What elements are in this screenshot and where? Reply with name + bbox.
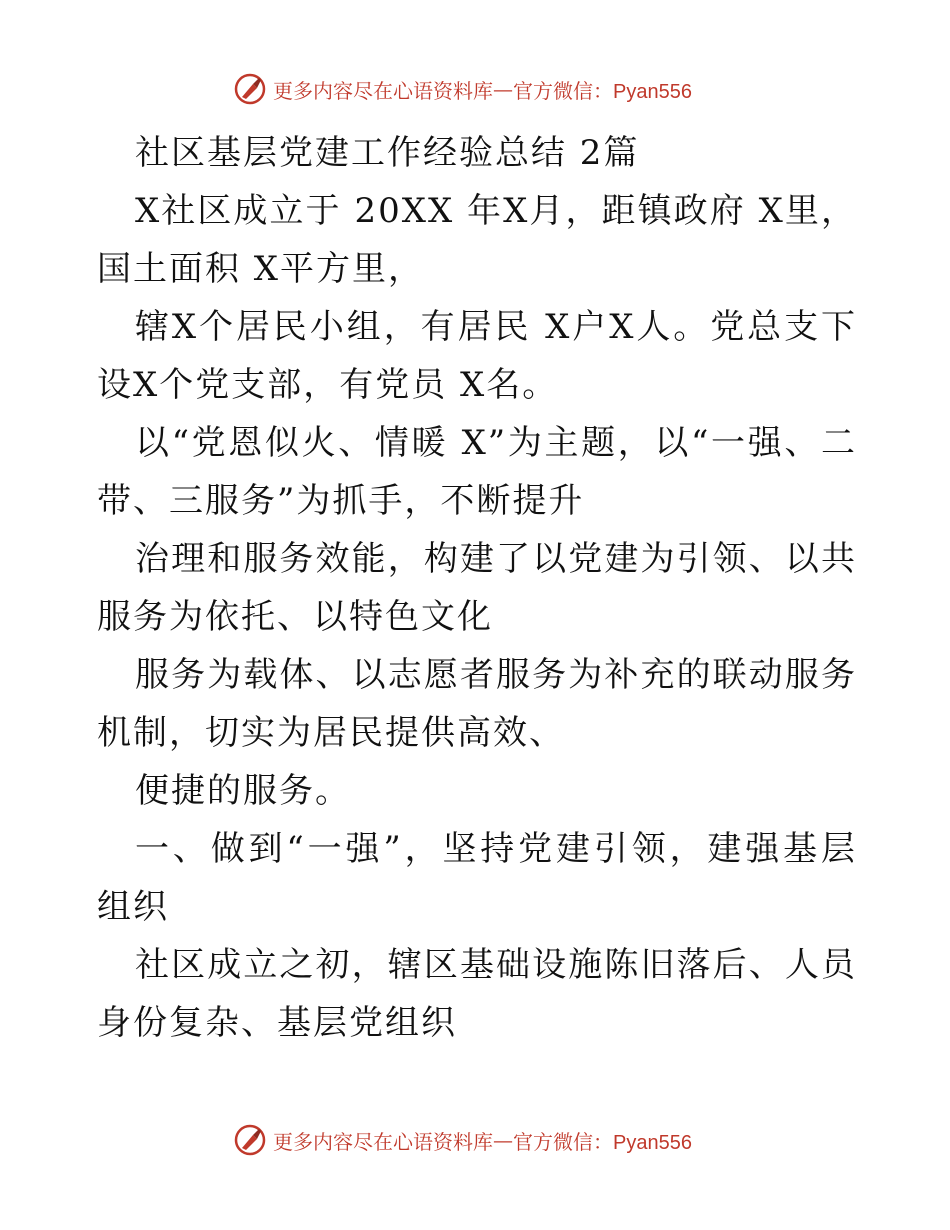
paragraph: X社区成立于 20XX 年X月，距镇政府 X里，国土面积 X平方里， [97, 191, 857, 289]
watermark-footer [233, 1123, 713, 1157]
section-heading: 一、做到“一强”，坚持党建引领，建强基层组织 [97, 829, 857, 927]
pen-nib-circle-icon [233, 1123, 267, 1157]
watermark-text: 更多内容尽在心语资料库 [273, 78, 493, 103]
paragraph: 治理和服务效能，构建了以党建为引领、以共服务为依托、以特色文化 [97, 539, 857, 637]
document-body [97, 124, 857, 1052]
paragraph: 辖X个居民小组，有居民 X户X人。党总支下设X个党支部，有党员 X名。 [97, 307, 857, 405]
watermark-dash: — [493, 77, 513, 101]
paragraph: 以“党恩似火、情暖 X”为主题，以“一强、二带、三服务”为抓手，不断提升 [97, 423, 857, 521]
paragraph: 便捷的服务。 [135, 771, 351, 811]
paragraph: 服务为载体、以志愿者服务为补充的联动服务机制，切实为居民提供高效、 [97, 655, 857, 753]
watermark-contact: 官方微信：Pyan556 [513, 80, 692, 103]
paragraph: 社区成立之初，辖区基础设施陈旧落后、人员身份复杂、基层党组织 [97, 945, 857, 1043]
watermark-header [233, 72, 713, 106]
watermark-dash: — [493, 1128, 513, 1152]
watermark-contact: 官方微信：Pyan556 [513, 1131, 692, 1154]
watermark-text: 更多内容尽在心语资料库 [273, 1129, 493, 1154]
document-title: 社区基层党建工作经验总结 2篇 [135, 133, 640, 173]
pen-nib-circle-icon [233, 72, 267, 106]
